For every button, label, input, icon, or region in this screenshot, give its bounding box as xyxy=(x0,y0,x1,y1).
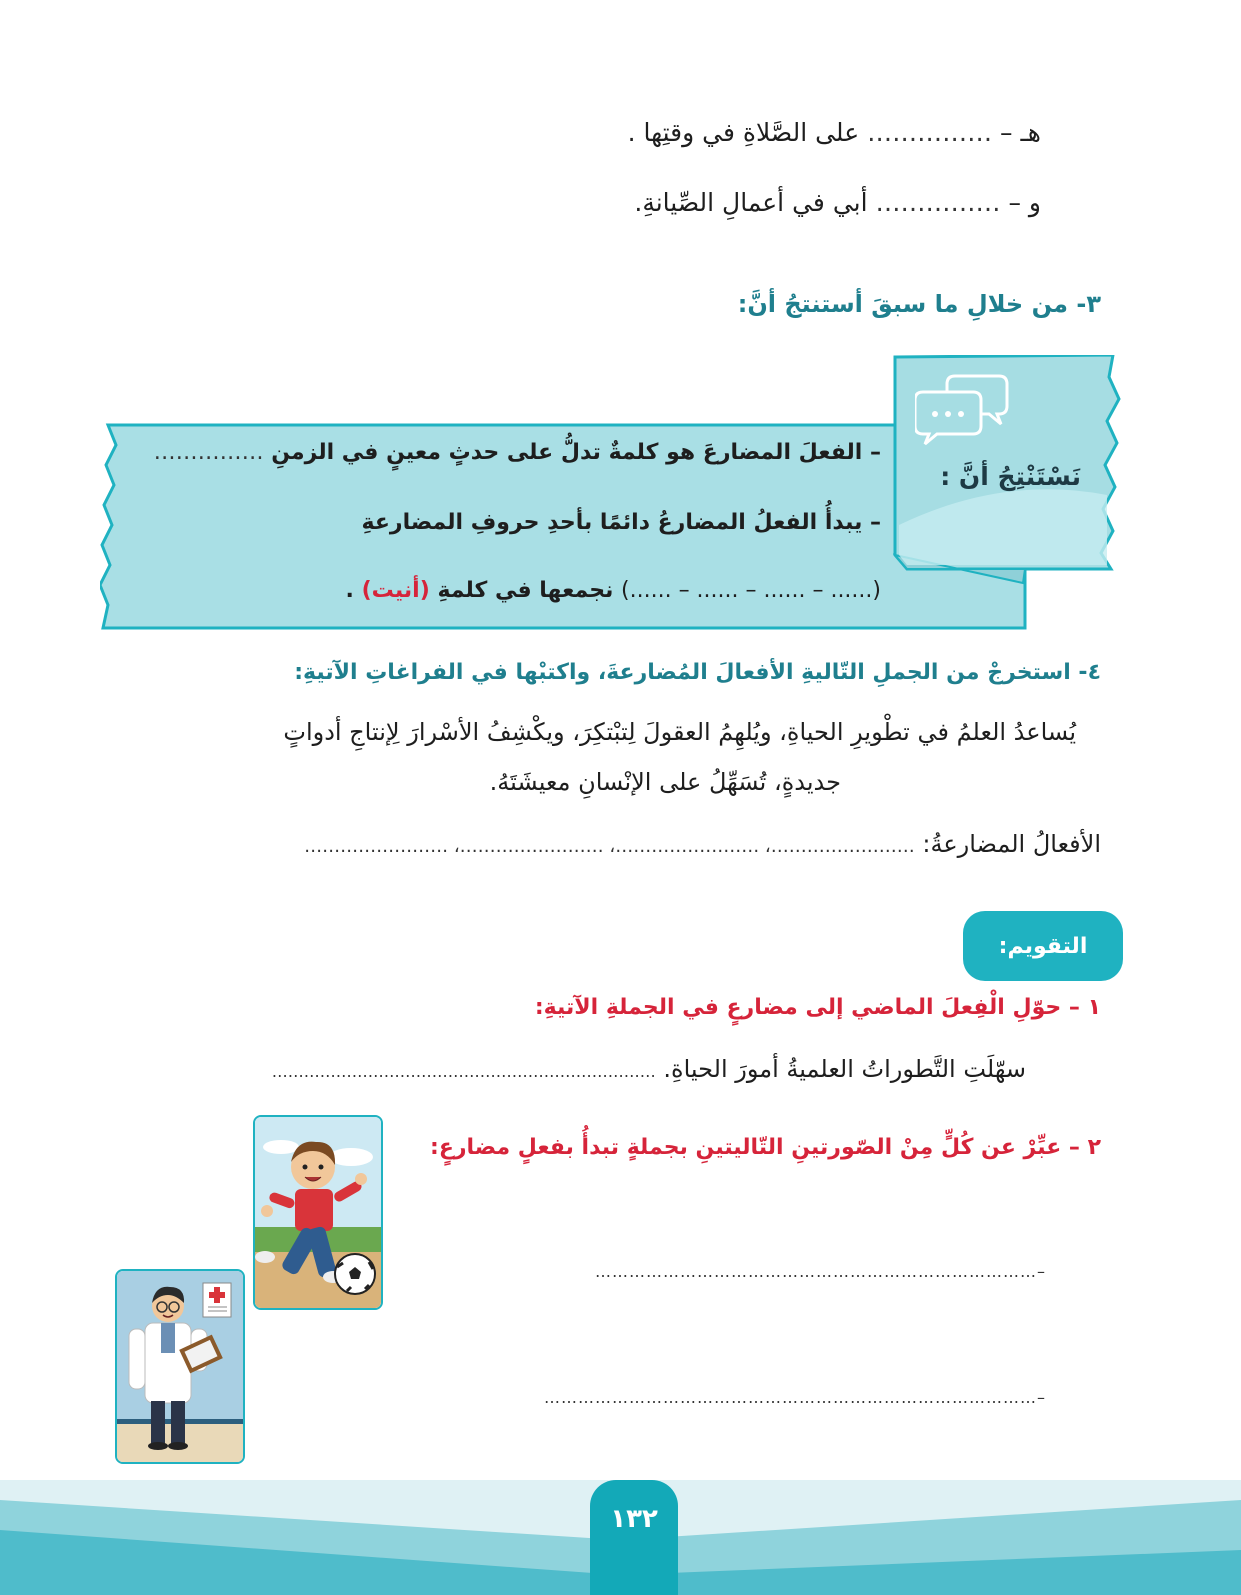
line-f-text: أبي في أعمالِ الصِّيانةِ. xyxy=(634,188,868,217)
line-e-text: على الصَّلاةِ في وقتِها . xyxy=(627,118,860,147)
line-f-label: و – xyxy=(1008,188,1041,217)
boy-football-illustration xyxy=(253,1117,381,1310)
line-f-blank: …………… xyxy=(875,188,1001,217)
eval-q1-row xyxy=(272,1055,1026,1083)
q4-passage-line-2: جديدةٍ، تُسَهِّلُ على الإنْسانِ معيشَتَهُ. xyxy=(489,768,841,796)
speech-bubbles-icon xyxy=(915,370,1011,450)
line-e-label: هـ – xyxy=(1000,118,1041,147)
conclusion-line-3-text: نجمعها في كلمةِ xyxy=(437,578,614,603)
exercise-line-e xyxy=(628,118,1041,147)
eval-q1-heading: ١ – حوّلِ الْفِعلَ الماضي إلى مضارعٍ في الجملةِ الآتيةِ: xyxy=(534,995,1101,1020)
q4-passage-line-1: يُساعدُ العلمُ في تطْويرِ الحياةِ، ويُلهِمُ العقولَ لِتبْتكِرَ، ويكْشِفُ الأسْرارَ لِإنتاجِ أدواتٍ xyxy=(283,718,1076,746)
doctor-illustration xyxy=(115,1271,243,1464)
line-e-blank: …………… xyxy=(867,118,993,147)
eval-q2-answer-line-2: –…………………………………………………………………………… xyxy=(544,1388,1046,1407)
boy-football-image xyxy=(253,1115,383,1310)
conclusion-line-3 xyxy=(346,578,881,603)
eval-q2-heading: ٢ – عبِّرْ عن كُلٍّ مِنْ الصّورتينِ التّاليتينِ بجملةٍ تبدأُ بفعلٍ مضارعٍ: xyxy=(430,1135,1101,1160)
eval-q1-blank: ……………………………………………………………… xyxy=(271,1062,656,1081)
page-number: ١٣٢ xyxy=(590,1480,678,1595)
conclusion-line-3-blanks: (...... – ...... – ...... – ......) xyxy=(621,578,881,603)
conclusion-line-1-blank: …………… xyxy=(153,440,264,465)
evaluation-badge: التقويم: xyxy=(963,911,1123,981)
q4-answer-blanks: ……………………، ……………………، ……………………، …………………… xyxy=(304,836,915,857)
conclusion-line-1: – الفعلَ المضارعَ هو كلمةٌ تدلُّ على حدثٍ معينٍ في الزمنِ …………… xyxy=(153,440,881,465)
doctor-image xyxy=(115,1269,245,1464)
conclusion-line-3-end: . xyxy=(345,578,354,603)
conclusion-keyword: (أنيت) xyxy=(361,578,430,603)
conclusion-tab-label: نَسْتَنْتِجُ أنَّ : xyxy=(940,462,1081,491)
exercise-line-f xyxy=(634,188,1041,217)
q4-heading: ٤- استخرجْ من الجملِ التّاليةِ الأفعالَ المُضارعةَ، واكتبْها في الفراغاتِ الآتيةِ: xyxy=(294,660,1101,685)
eval-q2-answer-line-1: –…………………………………………………………………… xyxy=(595,1262,1046,1281)
q4-answer-label: الأفعالُ المضارعةُ: xyxy=(922,830,1101,858)
q4-answer-row xyxy=(304,830,1101,858)
conclusion-line-2: – يبدأُ الفعلُ المضارعُ دائمًا بأحدِ حروفِ المضارعةِ xyxy=(361,510,881,535)
eval-q1-sentence: سهّلَتِ التَّطوراتُ العلميةُ أمورَ الحياةِ. xyxy=(663,1055,1026,1083)
q3-heading: ٣- من خلالِ ما سبقَ أستنتجُ أنَّ: xyxy=(737,290,1101,318)
